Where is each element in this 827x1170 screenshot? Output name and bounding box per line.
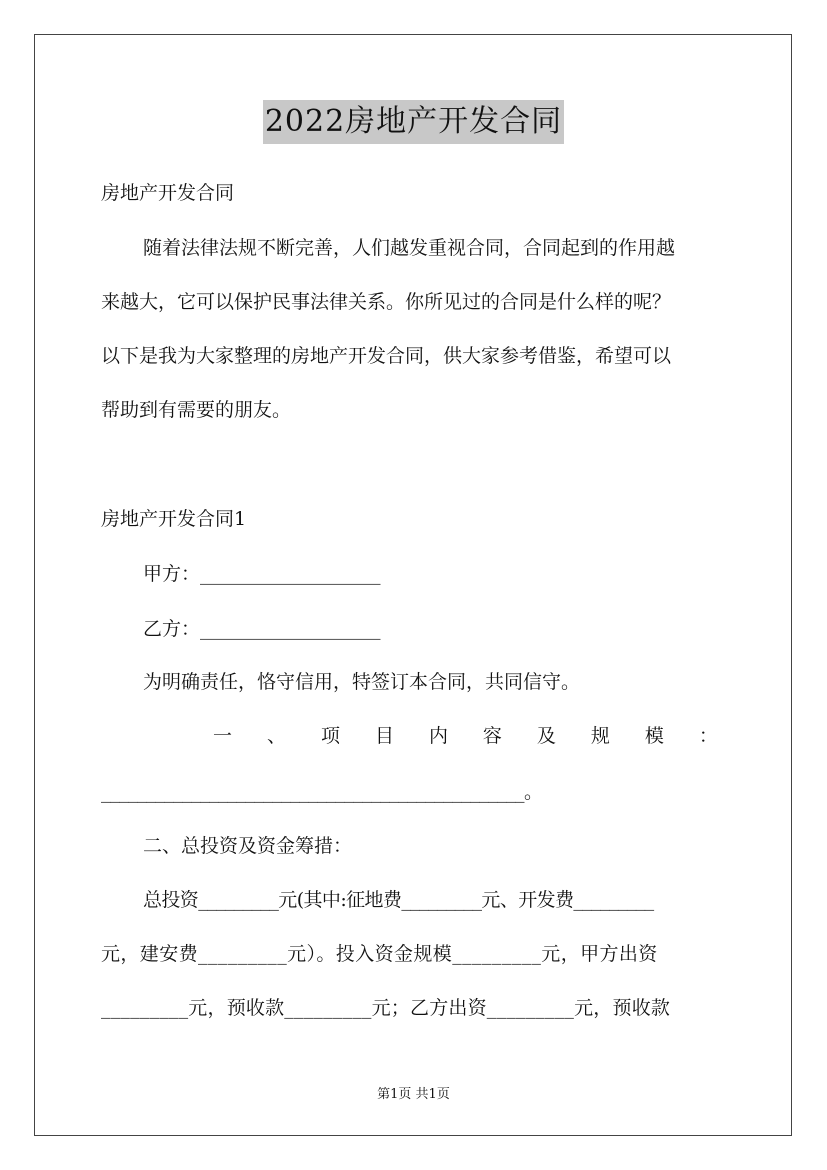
section1-char: 内: [428, 725, 448, 747]
page-footer: 第1页 共1页: [377, 1087, 450, 1102]
section1-char: 目: [374, 725, 394, 747]
intro-line-2: 来越大，它可以保护民事法律关系。你所见过的合同是什么样的呢？: [101, 291, 672, 313]
section1-char: ：: [698, 725, 718, 747]
party-a-field: 甲方：___________________: [143, 563, 381, 585]
document-title-wrap: [0, 100, 827, 144]
section1-char: 项: [320, 725, 340, 747]
section1-char: 规: [590, 725, 610, 747]
intro-line-3: 以下是我为大家整理的房地产开发合同，供大家参考借鉴，希望可以: [101, 345, 672, 367]
section1-char: 及: [536, 725, 556, 747]
section1-heading: [213, 724, 718, 748]
intro-line-1: 随着法律法规不断完善，人们越发重视合同，合同起到的作用越: [143, 237, 676, 259]
party-b-field: 乙方：___________________: [143, 618, 381, 640]
section2-heading: 二、总投资及资金筹措：: [143, 835, 353, 857]
intro-line-4: 帮助到有需要的朋友。: [101, 399, 292, 421]
document-title: 2022房地产开发合同: [263, 100, 564, 144]
section1-char: 模: [644, 725, 664, 747]
section1-blank: _______________________________________________。: [101, 781, 543, 803]
section2-line-2: 元，建安费_________元）。投入资金规模_________元，甲方出资: [101, 943, 658, 965]
contract-heading: 房地产开发合同1: [101, 508, 247, 530]
section1-char: 一: [213, 725, 233, 747]
preamble: 为明确责任，恪守信用，特签订本合同，共同信守。: [143, 671, 581, 693]
subtitle: 房地产开发合同: [101, 182, 235, 204]
section1-char: 、: [266, 725, 286, 747]
section2-line-3: _________元，预收款_________元；乙方出资_________元，预收款: [101, 997, 671, 1019]
section1-char: 容: [482, 725, 502, 747]
section2-line-1: 总投资_________元(其中:征地费_________元、开发费_________: [143, 889, 654, 911]
